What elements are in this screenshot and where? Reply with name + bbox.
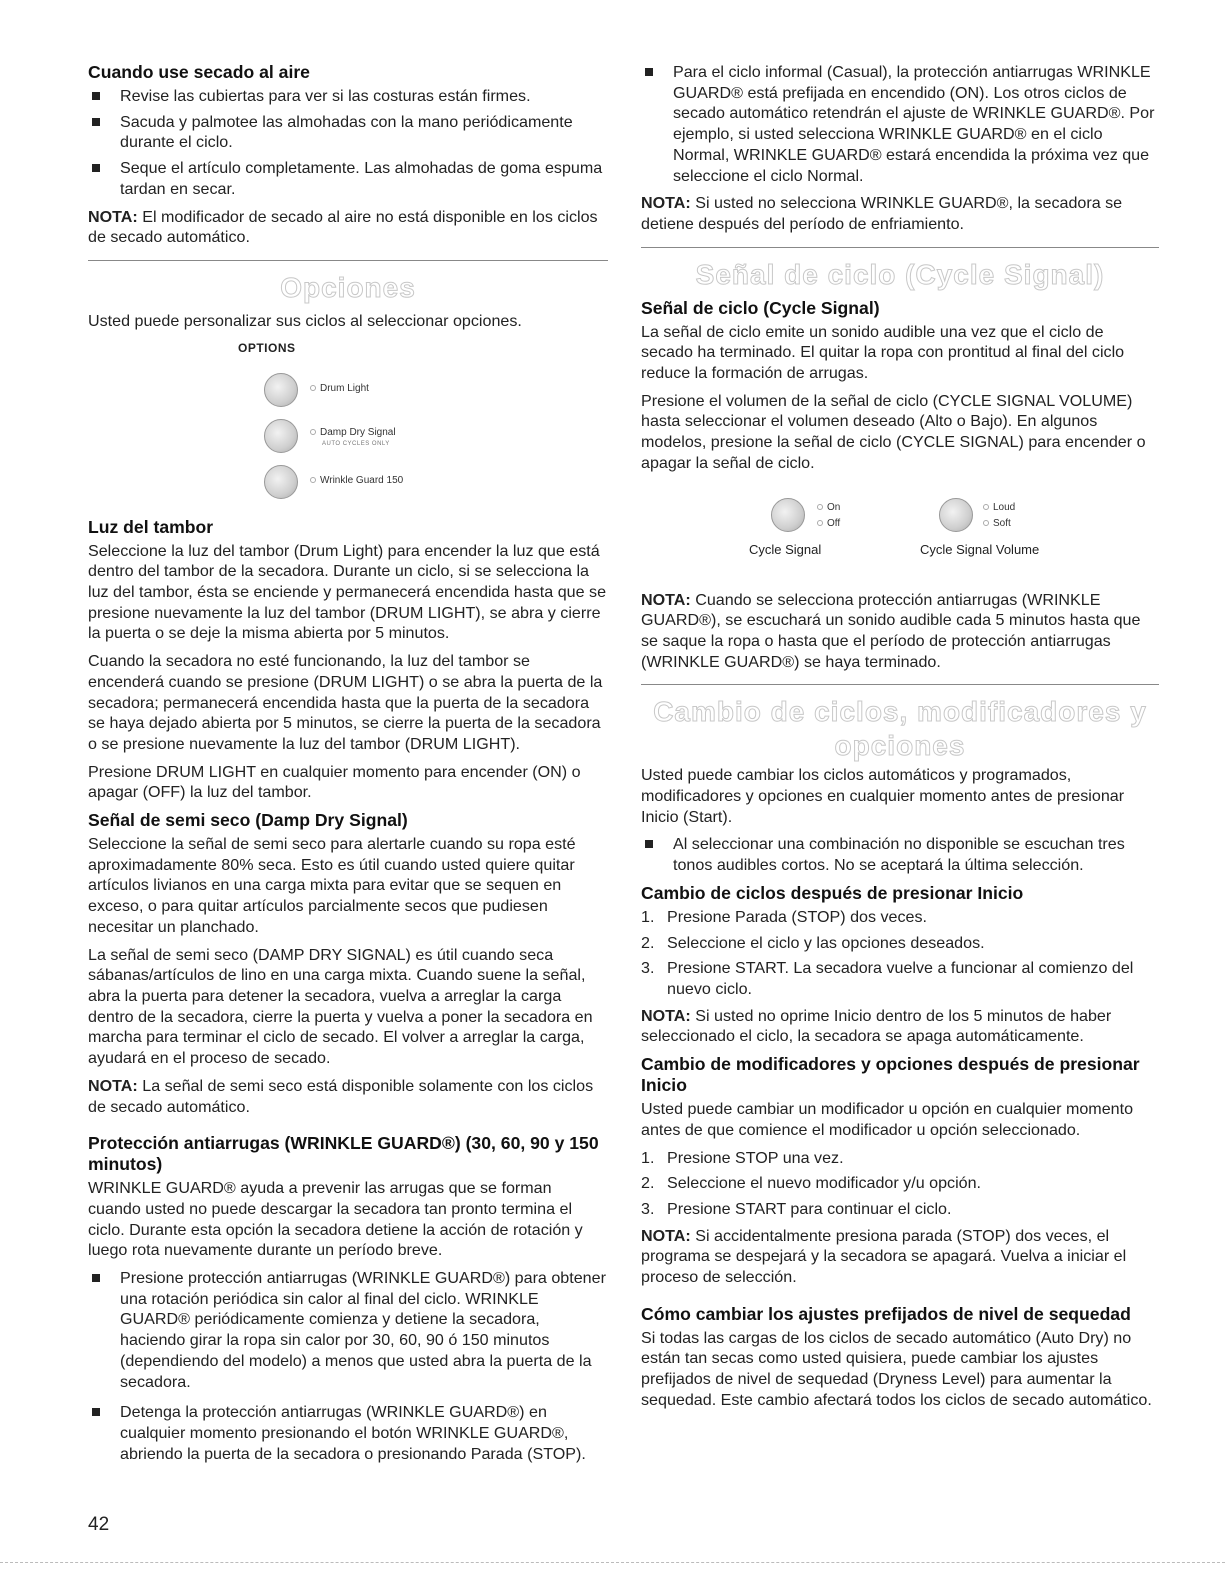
air-dry-heading: Cuando use secado al aire <box>88 62 310 82</box>
air-dry-note <box>88 207 608 248</box>
change-cycles-steps <box>641 907 1159 1000</box>
note-text: El modificador de secado al aire no está disponible en los ciclos de secado automático. <box>88 207 598 247</box>
cycle-signal-section-title: Señal de ciclo (Cycle Signal) <box>695 258 1105 290</box>
wrinkle-guard-knob-icon <box>264 465 298 499</box>
drum-light-paragraph: Cuando la secadora no esté funcionando, la luz del tambor se encenderá cuando se presione (DRUM LIGHT) o se abra la puerta de la secadora; permanecerá encendida hasta que la puerta de la secadora se haya dejado abierta por 5 minutos, se cierre la puerta de la secadora o se presione nuevamente la luz del tambor (DRUM LIGHT). <box>88 652 603 753</box>
wrinkle-guard-knob-label: Wrinkle Guard 150 <box>310 475 403 486</box>
list-item: 1. Presione Parada (STOP) dos veces. <box>641 907 928 926</box>
changing-title-line: opciones <box>834 730 966 762</box>
list-item: 3. Presione START. La secadora vuelve a funcionar al comienzo del nuevo ciclo. <box>641 959 1134 998</box>
list-item: 3. Presione START para continuar el ciclo. <box>641 1199 952 1218</box>
damp-dry-heading: Señal de semi seco (Damp Dry Signal) <box>88 810 408 831</box>
drum-light-knob-icon <box>264 373 298 407</box>
wrinkle-guard-paragraph: WRINKLE GUARD® ayuda a prevenir las arrugas que se forman cuando usted no puede descargar la secadora tan pronto termina el ciclo. Durante esta opción la secadora detiene la acción de rotación y luego rota nuevamente durante un período breve. <box>88 1179 583 1260</box>
cycle-signal-on-label: On <box>817 502 840 513</box>
change-modifiers-heading: Cambio de modificadores y opciones después de presionar Inicio <box>641 1054 1140 1096</box>
note-text: La señal de semi seco está disponible solamente con los ciclos de secado automático. <box>88 1076 594 1116</box>
cycle-signal-paragraph: La señal de ciclo emite un sonido audible una vez que el ciclo de secado ha terminado. El quitar la ropa con prontitud al final del ciclo reduce la formación de arrugas. <box>641 322 1125 383</box>
list-item: Detenga la protección antiarrugas (WRINKLE GUARD®) en cualquier momento presionando el botón WRINKLE GUARD®, abriendo la puerta de la secadora o presionando Parada (STOP). <box>88 1402 608 1464</box>
list-item: Para el ciclo informal (Casual), la protección antiarrugas WRINKLE GUARD® está prefijada en encendido (ON). Los otros ciclos de secado automático retendrán el ajuste de WRINKLE GUARD®. Por ejemplo, si usted selecciona WRINKLE GUARD® en el ciclo Normal, WRINKLE GUARD® estará encendida la próxima vez que seleccione el ciclo Normal. <box>641 62 1159 186</box>
changing-section-title <box>641 695 1159 763</box>
air-dry-list <box>88 86 608 200</box>
cycle-signal-caption: Cycle Signal <box>749 541 822 557</box>
casual-note <box>641 193 1159 234</box>
drum-light-paragraph: Seleccione la luz del tambor (Drum Light) para encender la luz que está dentro del tambor de la secadora. Durante un ciclo, si se selecciona la luz del tambor, ésta se enciende y permanecerá encendida hasta que se presione nuevamente la luz del tambor (DRUM LIGHT), se abra y cierre la puerta o se deje la misma abierta por 5 minutos. <box>88 541 607 643</box>
list-item: 2. Seleccione el nuevo modificador y/u opción. <box>641 1174 982 1193</box>
section-divider <box>641 684 1159 685</box>
casual-list <box>641 62 1159 186</box>
note-label: NOTA: <box>641 590 691 609</box>
damp-dry-knob-label: Damp Dry Signal <box>310 427 396 438</box>
damp-dry-knob-sublabel: AUTO CYCLES ONLY <box>322 440 390 447</box>
page-bottom-border <box>0 1562 1225 1563</box>
cycle-signal-illustration <box>641 496 1159 576</box>
section-divider <box>641 247 1159 248</box>
dryness-paragraph: Si todas las cargas de los ciclos de secado automático (Auto Dry) no están tan secas como usted quisiera, puede cambiar los ajustes prefijados de nivel de sequedad (Dryness Level) para aumentar la sequedad. Este cambio afectará todos los ciclos de secado automático. <box>641 1328 1152 1409</box>
changing-intro: Usted puede cambiar los ciclos automáticos y programados, modificadores y opciones en cualquier momento antes de presionar Inicio (Start). <box>641 766 1125 826</box>
cycle-signal-volume-knob-icon <box>939 498 973 532</box>
list-item: Revise las cubiertas para ver si las costuras están firmes. <box>88 86 608 107</box>
damp-dry-paragraph: La señal de semi seco (DAMP DRY SIGNAL) es útil cuando seca sábanas/artículos de lino en una carga mixta. Cuando suene la señal, abra la puerta para detener la secadora, vuelva a arreglar la carga dentro de la secadora, cierre la puerta y vuelva a poner la secadora en marcha para terminar el ciclo de secado. El volver a arreglar la carga, ayudará en el proceso de secado. <box>88 945 593 1068</box>
damp-dry-note <box>88 1076 608 1117</box>
change-cycles-heading: Cambio de ciclos después de presionar Inicio <box>641 882 1024 903</box>
cycle-signal-paragraph: Presione el volumen de la señal de ciclo (CYCLE SIGNAL VOLUME) hasta seleccionar el volumen deseado (Alto o Bajo). En algunos modelos, presione la señal de ciclo (CYCLE SIGNAL) para encender o apagar la señal de ciclo. <box>641 391 1146 472</box>
list-item: 1. Presione STOP una vez. <box>641 1148 844 1167</box>
drum-light-heading: Luz del tambor <box>88 516 214 537</box>
note-text: Si usted no oprime Inicio dentro de los 5 minutos de haber seleccionado el ciclo, la secadora se apaga automáticamente. <box>641 1006 1112 1046</box>
volume-loud-label: Loud <box>983 502 1015 513</box>
list-item: 2. Seleccione el ciclo y las opciones deseados. <box>641 933 985 952</box>
note-text: Si accidentalmente presiona parada (STOP) dos veces, el programa se despejará y la secadora se apagará. Vuelva a iniciar el proceso de selección. <box>641 1226 1127 1287</box>
options-section-title: Opciones <box>280 271 416 303</box>
wrinkle-guard-list <box>88 1268 608 1464</box>
change-modifiers-note <box>641 1226 1159 1288</box>
list-item: Presione protección antiarrugas (WRINKLE GUARD®) para obtener una rotación periódica sin calor al final del ciclo. WRINKLE GUARD® periódicamente comienza y detiene la secadora, haciendo girar la ropa sin calor por 30, 60, 90 ó 150 minutos (dependiendo del modelo) a menos que usted abra la puerta de la secadora. <box>88 1268 608 1392</box>
note-label: NOTA: <box>641 194 691 213</box>
change-modifiers-steps <box>641 1148 1159 1220</box>
list-item: Al seleccionar una combinación no disponible se escuchan tres tonos audibles cortos. No se aceptará la última selección. <box>641 834 1159 875</box>
note-label: NOTA: <box>88 1076 138 1095</box>
list-item: Seque el artículo completamente. Las almohadas de goma espuma tardan en secar. <box>88 158 608 199</box>
note-label: NOTA: <box>641 1226 691 1245</box>
left-column <box>88 62 608 1471</box>
page-number: 42 <box>88 1514 110 1535</box>
cycle-signal-off-label: Off <box>817 518 840 529</box>
damp-dry-paragraph: Seleccione la señal de semi seco para alertarle cuando su ropa esté aproximadamente 80% seca. Esto es útil cuando usted quiere quitar artículos livianos en una carga mixta para evitar que se sequen en exceso, o para quitar artículos parcialmente secos que pudiesen necesitar un planchado. <box>88 835 576 936</box>
drum-light-paragraph: Presione DRUM LIGHT en cualquier momento para encender (ON) o apagar (OFF) la luz del tambor. <box>88 762 581 802</box>
note-text: Cuando se selecciona protección antiarrugas (WRINKLE GUARD®), se escuchará un sonido audible cada 5 minutos hasta que se saque la ropa o hasta que el período de protección antiarrugas (WRINKLE GUARD®) se haya terminado. <box>641 590 1141 671</box>
list-item: Sacuda y palmotee las almohadas con la mano periódicamente durante el ciclo. <box>88 112 608 153</box>
change-modifiers-intro: Usted puede cambiar un modificador u opción en cualquier momento antes de que comience el modificador u opción seleccionado. <box>641 1100 1134 1139</box>
cycle-signal-heading: Señal de ciclo (Cycle Signal) <box>641 297 880 318</box>
note-label: NOTA: <box>88 207 138 226</box>
right-column <box>641 62 1159 1418</box>
options-intro: Usted puede personalizar sus ciclos al seleccionar opciones. <box>88 311 522 330</box>
changing-title-line: Cambio de ciclos, modificadores y <box>653 696 1147 728</box>
options-panel-illustration <box>88 339 608 507</box>
change-cycles-note <box>641 1006 1159 1047</box>
cycle-signal-volume-caption: Cycle Signal Volume <box>920 541 1040 557</box>
note-text: Si usted no selecciona WRINKLE GUARD®, la secadora se detiene después del período de enfriamiento. <box>641 194 1123 233</box>
wrinkle-guard-heading: Protección antiarrugas (WRINKLE GUARD®) (30, 60, 90 y 150 minutos) <box>88 1133 599 1175</box>
volume-soft-label: Soft <box>983 518 1011 529</box>
options-panel-title: OPTIONS <box>238 340 296 355</box>
dryness-heading: Cómo cambiar los ajustes prefijados de nivel de sequedad <box>641 1303 1131 1324</box>
cycle-signal-knob-icon <box>771 498 805 532</box>
note-label: NOTA: <box>641 1006 691 1025</box>
section-divider <box>88 260 608 261</box>
drum-light-knob-label: Drum Light <box>310 383 369 394</box>
cycle-signal-note <box>641 590 1159 673</box>
changing-list <box>641 834 1159 875</box>
damp-dry-knob-icon <box>264 419 298 453</box>
